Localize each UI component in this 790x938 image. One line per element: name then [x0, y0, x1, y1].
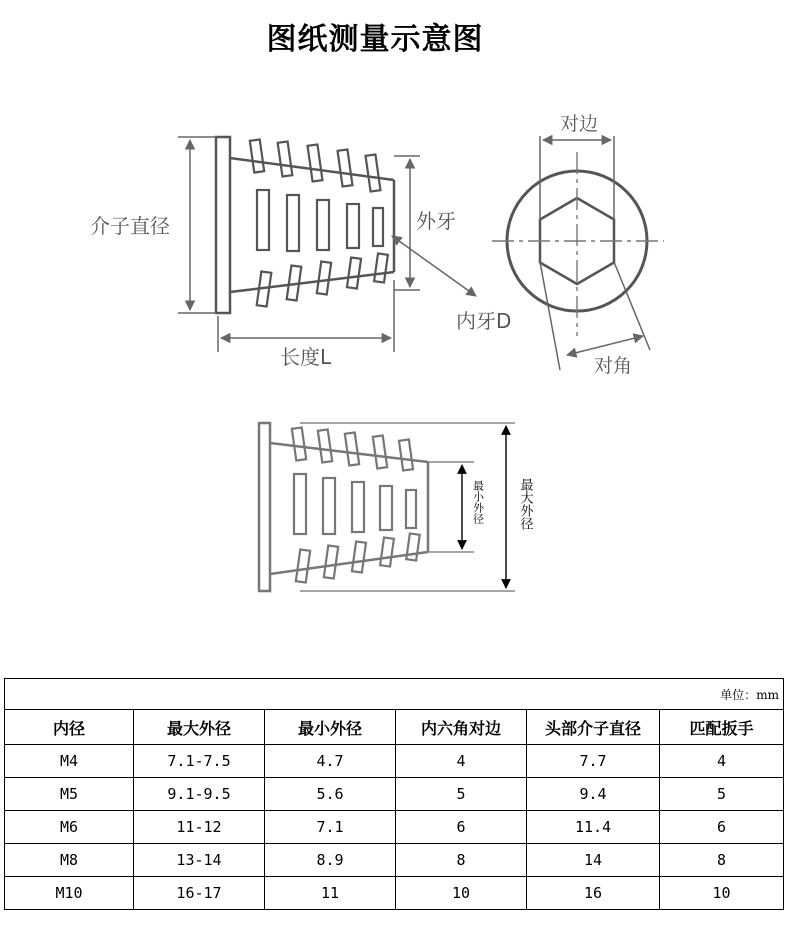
cell-head: 16 — [527, 877, 660, 910]
head-diameter-label: 介子直径 — [90, 214, 170, 238]
spec-table — [4, 678, 784, 910]
cell-head: 14 — [527, 844, 660, 877]
table-row — [5, 877, 784, 910]
cell-head: 7.7 — [527, 745, 660, 778]
header-min-outer: 最小外径 — [265, 710, 396, 745]
insert-end-view — [492, 152, 664, 336]
across-corners-label: 对角 — [594, 355, 633, 377]
cell-inner: M4 — [5, 745, 134, 778]
cell-flats: 6 — [396, 811, 527, 844]
header-inner-diameter: 内径 — [5, 710, 134, 745]
cell-flats: 4 — [396, 745, 527, 778]
end-view-dimensions — [540, 136, 650, 370]
cell-min: 4.7 — [265, 745, 396, 778]
table-row — [5, 844, 784, 877]
insert-side-view — [216, 137, 394, 313]
cell-inner: M10 — [5, 877, 134, 910]
outer-thread-label: 外牙 — [416, 209, 456, 233]
cell-max: 9.1-9.5 — [134, 778, 265, 811]
cell-max: 7.1-7.5 — [134, 745, 265, 778]
cell-flats: 8 — [396, 844, 527, 877]
table-header-row — [5, 710, 784, 745]
cell-wrench: 5 — [660, 778, 784, 811]
page-title: 图纸测量示意图 — [266, 22, 484, 57]
inner-thread-label: 内牙D — [456, 309, 512, 333]
cell-max: 11-12 — [134, 811, 265, 844]
min-outer-label: 最小外径 — [471, 480, 485, 524]
cell-flats: 5 — [396, 778, 527, 811]
unit-note: 单位：mm — [5, 679, 784, 710]
cell-max: 13-14 — [134, 844, 265, 877]
cell-inner: M8 — [5, 844, 134, 877]
cell-max: 16-17 — [134, 877, 265, 910]
table-row — [5, 778, 784, 811]
cell-min: 8.9 — [265, 844, 396, 877]
header-head-diameter: 头部介子直径 — [527, 710, 660, 745]
insert-outer-diameter-view — [259, 423, 428, 591]
cell-wrench: 4 — [660, 745, 784, 778]
cell-flats: 10 — [396, 877, 527, 910]
cell-wrench: 8 — [660, 844, 784, 877]
cell-wrench: 6 — [660, 811, 784, 844]
max-outer-label: 最大外径 — [517, 478, 533, 530]
cell-head: 11.4 — [527, 811, 660, 844]
cell-head: 9.4 — [527, 778, 660, 811]
cell-min: 11 — [265, 877, 396, 910]
cell-min: 7.1 — [265, 811, 396, 844]
cell-min: 5.6 — [265, 778, 396, 811]
table-row — [5, 745, 784, 778]
cell-inner: M6 — [5, 811, 134, 844]
length-label: 长度L — [280, 345, 332, 369]
header-wrench: 匹配扳手 — [660, 710, 784, 745]
cell-wrench: 10 — [660, 877, 784, 910]
header-max-outer: 最大外径 — [134, 710, 265, 745]
across-flats-label: 对边 — [560, 113, 599, 135]
header-hex-flats: 内六角对边 — [396, 710, 527, 745]
table-row — [5, 811, 784, 844]
cell-inner: M5 — [5, 778, 134, 811]
